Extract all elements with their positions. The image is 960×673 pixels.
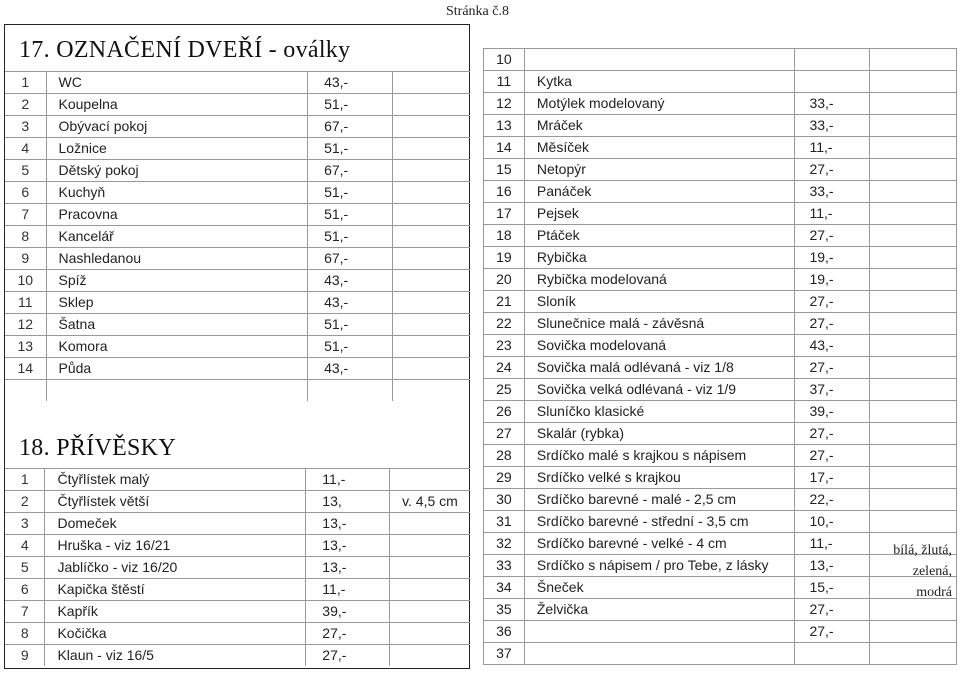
- item-number: 36: [484, 621, 525, 643]
- table-row: [5, 380, 470, 402]
- item-name: Hruška - viz 16/21: [45, 535, 306, 557]
- item-name: Sloník: [524, 291, 795, 313]
- item-color: [870, 247, 957, 269]
- color-options-note: [858, 540, 952, 603]
- table-row: [5, 138, 470, 160]
- item-name: Ložnice: [46, 138, 308, 160]
- item-price: 11,-: [795, 137, 870, 159]
- item-number: 32: [484, 533, 525, 555]
- item-color: [870, 335, 957, 357]
- item-color: [870, 181, 957, 203]
- item-price: 33,-: [795, 181, 870, 203]
- item-note: [392, 292, 470, 314]
- item-note: [389, 557, 470, 579]
- table-row: [484, 115, 957, 137]
- item-name: [524, 621, 795, 643]
- item-name: Srdíčko barevné - střední - 3,5 cm: [524, 511, 795, 533]
- item-note: [392, 116, 470, 138]
- item-name: Půda: [46, 358, 308, 380]
- item-price: 51,-: [308, 94, 392, 116]
- item-name: Měsíček: [524, 137, 795, 159]
- item-name: Slunečnice malá - závěsná: [524, 313, 795, 335]
- item-note: [392, 248, 470, 270]
- item-note: [392, 138, 470, 160]
- item-number: 18: [484, 225, 525, 247]
- item-price: 43,-: [308, 270, 392, 292]
- table-row: [484, 181, 957, 203]
- item-price: 27,-: [306, 623, 390, 645]
- item-note: [392, 182, 470, 204]
- item-price: 27,-: [795, 291, 870, 313]
- item-number: 24: [484, 357, 525, 379]
- item-number: 25: [484, 379, 525, 401]
- item-number: 5: [5, 160, 46, 182]
- item-number: 2: [5, 94, 46, 116]
- empty-cell: [5, 380, 46, 402]
- item-number: 6: [5, 182, 46, 204]
- table-row: [484, 335, 957, 357]
- item-price: 22,-: [795, 489, 870, 511]
- item-name: Šneček: [524, 577, 795, 599]
- item-price: 27,-: [795, 423, 870, 445]
- item-number: 14: [5, 358, 46, 380]
- table-row: [5, 72, 470, 94]
- item-number: 21: [484, 291, 525, 313]
- item-note: [389, 513, 470, 535]
- item-number: 11: [484, 71, 525, 93]
- item-note: [389, 469, 470, 491]
- item-name: WC: [46, 72, 308, 94]
- item-price: 33,-: [795, 115, 870, 137]
- table-row: [5, 292, 470, 314]
- item-price: 27,-: [795, 313, 870, 335]
- item-number: 22: [484, 313, 525, 335]
- item-number: 20: [484, 269, 525, 291]
- item-name: Domeček: [45, 513, 306, 535]
- table-row: [5, 579, 470, 601]
- item-price: 43,-: [308, 72, 392, 94]
- item-price: 10,-: [795, 511, 870, 533]
- item-name: Netopýr: [524, 159, 795, 181]
- item-price: 11,-: [306, 579, 390, 601]
- table-row: [5, 160, 470, 182]
- item-price: 39,-: [306, 601, 390, 623]
- item-number: 16: [484, 181, 525, 203]
- item-price: 37,-: [795, 379, 870, 401]
- item-price: 67,-: [308, 160, 392, 182]
- item-number: 13: [5, 336, 46, 358]
- item-color: [870, 49, 957, 71]
- item-name: Motýlek modelovaný: [524, 93, 795, 115]
- item-price: 27,-: [795, 225, 870, 247]
- item-note: [392, 94, 470, 116]
- item-name: Rybička modelovaná: [524, 269, 795, 291]
- table-row: [484, 445, 957, 467]
- item-price: 11,-: [795, 203, 870, 225]
- item-name: Sovička velká odlévaná - viz 1/9: [524, 379, 795, 401]
- item-name: Ptáček: [524, 225, 795, 247]
- item-note: [392, 72, 470, 94]
- table-row: [5, 94, 470, 116]
- item-price: 27,-: [795, 357, 870, 379]
- item-color: [870, 467, 957, 489]
- item-note: [389, 645, 470, 667]
- item-price: 39,-: [795, 401, 870, 423]
- table-row: [5, 314, 470, 336]
- item-number: 31: [484, 511, 525, 533]
- table-row: [5, 513, 470, 535]
- table-row: [5, 358, 470, 380]
- item-note: [392, 226, 470, 248]
- item-color: [870, 115, 957, 137]
- table-row: [5, 336, 470, 358]
- item-number: 8: [5, 226, 46, 248]
- item-number: 6: [5, 579, 45, 601]
- item-color: [870, 357, 957, 379]
- table-row: [5, 645, 470, 667]
- empty-cell: [392, 380, 470, 402]
- item-name: Srdíčko malé s krajkou s nápisem: [524, 445, 795, 467]
- table-row: [484, 203, 957, 225]
- table-row: [484, 49, 957, 71]
- item-name: Kapička štěstí: [45, 579, 306, 601]
- item-price: 67,-: [308, 116, 392, 138]
- door-signs-table: [5, 71, 470, 401]
- item-color: [870, 291, 957, 313]
- item-price: [795, 643, 870, 665]
- table-row: [484, 489, 957, 511]
- item-color: [870, 225, 957, 247]
- table-row: [484, 291, 957, 313]
- table-row: [5, 182, 470, 204]
- item-note: [392, 160, 470, 182]
- pendants-table-left: [5, 468, 470, 666]
- item-name: [524, 643, 795, 665]
- item-number: 2: [5, 491, 45, 513]
- item-number: 13: [484, 115, 525, 137]
- item-name: Srdíčko barevné - velké - 4 cm: [524, 533, 795, 555]
- item-price: 17,-: [795, 467, 870, 489]
- item-note: v. 4,5 cm: [389, 491, 470, 513]
- item-name: Koupelna: [46, 94, 308, 116]
- item-number: 4: [5, 138, 46, 160]
- item-price: 27,-: [795, 159, 870, 181]
- item-number: 14: [484, 137, 525, 159]
- item-price: 67,-: [308, 248, 392, 270]
- item-number: 30: [484, 489, 525, 511]
- table-row: [484, 511, 957, 533]
- table-row: [5, 535, 470, 557]
- item-number: 12: [5, 314, 46, 336]
- item-number: 1: [5, 469, 45, 491]
- item-note: [392, 358, 470, 380]
- item-color: [870, 423, 957, 445]
- section-17-title: 17. OZNAČENÍ DVEŘÍ - oválky: [19, 37, 351, 63]
- item-color: [870, 379, 957, 401]
- item-note: [389, 623, 470, 645]
- item-name: [524, 49, 795, 71]
- item-name: Rybička: [524, 247, 795, 269]
- item-name: Dětský pokoj: [46, 160, 308, 182]
- item-color: [870, 93, 957, 115]
- item-color: [870, 269, 957, 291]
- item-number: 37: [484, 643, 525, 665]
- item-price: 27,-: [306, 645, 390, 667]
- item-number: 12: [484, 93, 525, 115]
- item-price: 43,-: [308, 292, 392, 314]
- item-color: [870, 203, 957, 225]
- table-row: [484, 313, 957, 335]
- item-color: [870, 445, 957, 467]
- item-color: [870, 401, 957, 423]
- item-price: 27,-: [795, 445, 870, 467]
- table-row: [484, 225, 957, 247]
- table-row: [5, 248, 470, 270]
- item-color: [870, 621, 957, 643]
- empty-cell: [308, 380, 392, 402]
- item-note: [392, 336, 470, 358]
- item-name: Pracovna: [46, 204, 308, 226]
- item-name: Sluníčko klasické: [524, 401, 795, 423]
- item-note: [389, 535, 470, 557]
- item-number: 10: [484, 49, 525, 71]
- item-price: 27,-: [795, 599, 870, 621]
- table-row: [5, 116, 470, 138]
- table-row: [484, 159, 957, 181]
- item-price: 19,-: [795, 247, 870, 269]
- item-name: Kočička: [45, 623, 306, 645]
- item-name: Kuchyň: [46, 182, 308, 204]
- table-row: [5, 623, 470, 645]
- table-row: [484, 379, 957, 401]
- item-note: [392, 204, 470, 226]
- item-number: 35: [484, 599, 525, 621]
- table-row: [5, 557, 470, 579]
- item-price: 15,-: [795, 577, 870, 599]
- item-price: 51,-: [308, 314, 392, 336]
- left-panel: [4, 24, 470, 669]
- item-number: 27: [484, 423, 525, 445]
- item-color: [870, 137, 957, 159]
- item-price: 51,-: [308, 182, 392, 204]
- item-number: 23: [484, 335, 525, 357]
- item-name: Želvička: [524, 599, 795, 621]
- empty-cell: [46, 380, 308, 402]
- item-number: 8: [5, 623, 45, 645]
- item-number: 5: [5, 557, 45, 579]
- item-name: Srdíčko barevné - malé - 2,5 cm: [524, 489, 795, 511]
- table-row: [5, 601, 470, 623]
- item-number: 7: [5, 204, 46, 226]
- item-number: 9: [5, 645, 45, 667]
- color-line: bílá, žlutá,: [893, 543, 952, 558]
- item-price: 51,-: [308, 138, 392, 160]
- section-18-title: 18. PŘÍVĚSKY: [19, 435, 176, 461]
- item-name: Skalár (rybka): [524, 423, 795, 445]
- item-name: Jablíčko - viz 16/20: [45, 557, 306, 579]
- item-number: 10: [5, 270, 46, 292]
- item-number: 3: [5, 513, 45, 535]
- item-price: 13,-: [306, 513, 390, 535]
- item-price: 13,-: [306, 535, 390, 557]
- item-number: 9: [5, 248, 46, 270]
- table-row: [5, 469, 470, 491]
- item-price: [795, 71, 870, 93]
- item-note: [389, 579, 470, 601]
- item-price: 19,-: [795, 269, 870, 291]
- item-name: Srdíčko s nápisem / pro Tebe, z lásky: [524, 555, 795, 577]
- item-number: 1: [5, 72, 46, 94]
- item-name: Kancelář: [46, 226, 308, 248]
- item-color: [870, 313, 957, 335]
- color-line: zelená,: [912, 564, 952, 579]
- table-row: [484, 643, 957, 665]
- item-number: 3: [5, 116, 46, 138]
- item-name: Mráček: [524, 115, 795, 137]
- item-color: [870, 489, 957, 511]
- item-number: 17: [484, 203, 525, 225]
- table-row: [484, 247, 957, 269]
- item-name: Komora: [46, 336, 308, 358]
- item-name: Kytka: [524, 71, 795, 93]
- table-row: [5, 491, 470, 513]
- item-price: 11,-: [795, 533, 870, 555]
- item-price: 51,-: [308, 204, 392, 226]
- item-price: 43,-: [795, 335, 870, 357]
- table-row: [484, 423, 957, 445]
- color-line: modrá: [916, 585, 952, 600]
- item-number: 34: [484, 577, 525, 599]
- item-name: Spíž: [46, 270, 308, 292]
- item-price: 51,-: [308, 226, 392, 248]
- item-color: [870, 643, 957, 665]
- item-note: [392, 270, 470, 292]
- item-name: Sovička malá odlévaná - viz 1/8: [524, 357, 795, 379]
- item-price: 13,-: [795, 555, 870, 577]
- item-name: Čtyřlístek malý: [45, 469, 306, 491]
- item-name: Kapřík: [45, 601, 306, 623]
- item-color: [870, 71, 957, 93]
- table-row: [484, 467, 957, 489]
- item-name: Šatna: [46, 314, 308, 336]
- item-name: Čtyřlístek větší: [45, 491, 306, 513]
- item-number: 33: [484, 555, 525, 577]
- item-number: 29: [484, 467, 525, 489]
- item-number: 19: [484, 247, 525, 269]
- table-row: [484, 269, 957, 291]
- item-price: 43,-: [308, 358, 392, 380]
- item-price: 11,-: [306, 469, 390, 491]
- table-row: [5, 226, 470, 248]
- item-price: 27,-: [795, 621, 870, 643]
- item-price: 33,-: [795, 93, 870, 115]
- table-row: [484, 357, 957, 379]
- item-name: Pejsek: [524, 203, 795, 225]
- item-name: Nashledanou: [46, 248, 308, 270]
- page-number: Stránka č.8: [446, 4, 509, 19]
- item-name: Srdíčko velké s krajkou: [524, 467, 795, 489]
- table-row: [484, 71, 957, 93]
- item-number: 11: [5, 292, 46, 314]
- item-name: Sklep: [46, 292, 308, 314]
- item-color: [870, 159, 957, 181]
- item-price: 51,-: [308, 336, 392, 358]
- table-row: [484, 93, 957, 115]
- item-color: [870, 511, 957, 533]
- item-name: Sovička modelovaná: [524, 335, 795, 357]
- table-row: [484, 621, 957, 643]
- item-number: 15: [484, 159, 525, 181]
- item-price: 13,-: [306, 557, 390, 579]
- table-row: [5, 204, 470, 226]
- item-number: 4: [5, 535, 45, 557]
- item-name: Klaun - viz 16/5: [45, 645, 306, 667]
- table-row: [484, 137, 957, 159]
- item-number: 7: [5, 601, 45, 623]
- item-number: 28: [484, 445, 525, 467]
- item-price: [795, 49, 870, 71]
- table-row: [484, 401, 957, 423]
- item-note: [389, 601, 470, 623]
- item-name: Obývací pokoj: [46, 116, 308, 138]
- item-note: [392, 314, 470, 336]
- item-name: Panáček: [524, 181, 795, 203]
- item-number: 26: [484, 401, 525, 423]
- item-price: 13,: [306, 491, 390, 513]
- table-row: [5, 270, 470, 292]
